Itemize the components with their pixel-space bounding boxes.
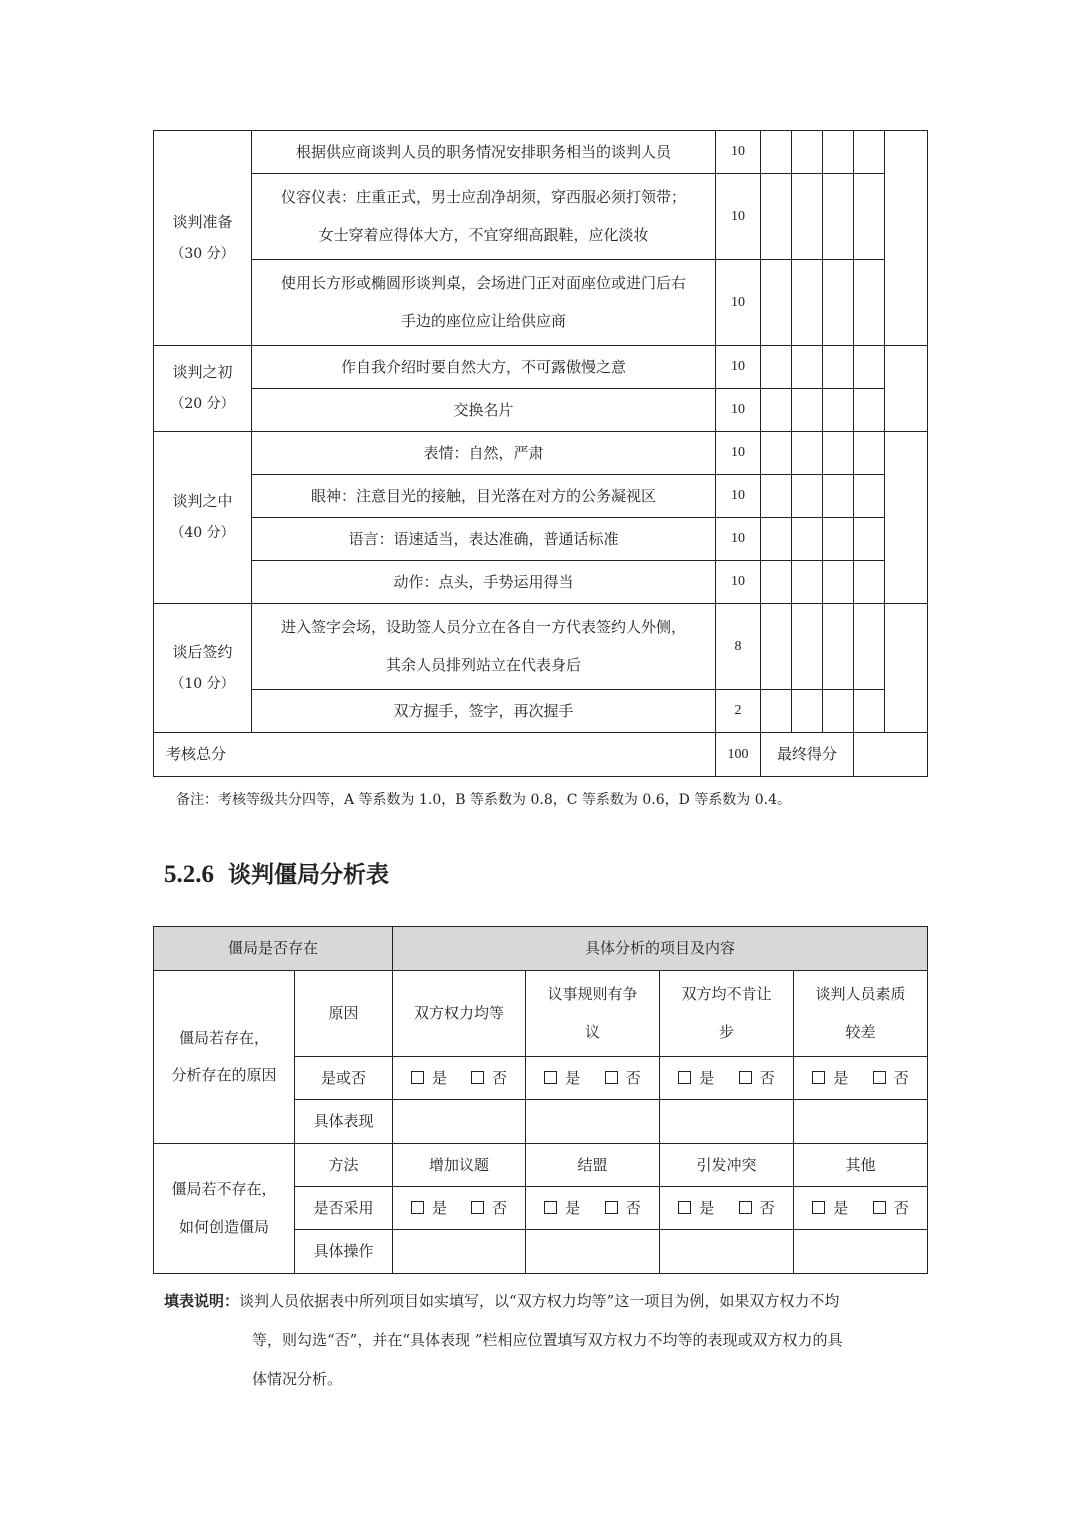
category-cell <box>154 604 252 733</box>
item-cell: 表情：自然，严肃 <box>252 432 716 475</box>
fill-instructions <box>164 1282 924 1399</box>
score-cell: 10 <box>716 346 761 389</box>
score-cell: 10 <box>716 260 761 346</box>
checkbox-icon <box>544 1071 557 1084</box>
grade-cell[interactable] <box>854 346 885 389</box>
category-cell <box>154 346 252 432</box>
score-cell: 10 <box>716 389 761 432</box>
reason-cell <box>393 971 526 1057</box>
grade-cell[interactable] <box>823 475 854 518</box>
checkbox-icon <box>739 1201 752 1214</box>
checkbox-icon <box>812 1201 825 1214</box>
deadlock-analysis-table <box>153 926 928 1274</box>
checkbox-icon <box>471 1201 484 1214</box>
yes-checkbox[interactable]: 是 <box>544 1199 580 1218</box>
no-checkbox[interactable]: 否 <box>471 1069 507 1088</box>
checkbox-icon <box>678 1071 691 1084</box>
grade-cell[interactable] <box>761 690 792 733</box>
total-score: 100 <box>716 733 761 777</box>
final-score-cell[interactable] <box>854 733 928 777</box>
checkbox-icon <box>873 1071 886 1084</box>
yes-checkbox[interactable]: 是 <box>678 1069 714 1088</box>
score-cell: 10 <box>716 131 761 174</box>
item-line: 手边的座位应让给供应商 <box>400 311 566 330</box>
grade-cell[interactable] <box>854 518 885 561</box>
grade-cell[interactable] <box>761 432 792 475</box>
yes-no-cell <box>526 1057 660 1100</box>
instructions-line: 体情况分析。 <box>252 1370 343 1388</box>
category-points: （20 分） <box>170 396 235 413</box>
reason-line: 较差 <box>845 1022 876 1041</box>
yes-checkbox[interactable]: 是 <box>678 1199 714 1218</box>
operation-input-cell[interactable] <box>393 1230 526 1274</box>
category-points: （30 分） <box>170 245 235 262</box>
yes-no-cell <box>794 1187 928 1230</box>
no-checkbox[interactable]: 否 <box>605 1199 641 1218</box>
group-label-line: 僵局若存在， <box>178 1028 269 1047</box>
category-cell <box>154 131 252 346</box>
header-deadlock-exists: 僵局是否存在 <box>154 927 393 971</box>
grade-cell[interactable] <box>761 260 792 346</box>
total-label: 考核总分 <box>154 733 716 777</box>
row-label-method: 方法 <box>295 1144 393 1187</box>
item-cell: 交换名片 <box>252 389 716 432</box>
grade-cell[interactable] <box>823 389 854 432</box>
row-label-detail: 具体表现 <box>295 1100 393 1144</box>
category-cell <box>154 432 252 604</box>
grade-cell[interactable] <box>792 174 823 260</box>
operation-input-cell[interactable] <box>660 1230 794 1274</box>
reason-cell <box>794 971 928 1057</box>
subtotal-cell[interactable] <box>885 346 928 432</box>
subtotal-cell[interactable] <box>885 432 928 604</box>
yes-no-cell <box>660 1057 794 1100</box>
evaluation-table <box>153 130 928 777</box>
grade-cell[interactable] <box>761 346 792 389</box>
reason-line: 双方权力均等 <box>414 1003 505 1022</box>
score-cell: 10 <box>716 561 761 604</box>
instructions-line: 等，则勾选“否”，并在“具体表现 ”栏相应位置填写双方权力不均等的表现或双方权力的具 <box>252 1331 843 1349</box>
item-cell <box>252 174 716 260</box>
reason-cell <box>526 971 660 1057</box>
no-checkbox[interactable]: 否 <box>471 1199 507 1218</box>
checkbox-icon <box>873 1201 886 1214</box>
item-cell: 作自我介绍时要自然大方，不可露傲慢之意 <box>252 346 716 389</box>
no-checkbox[interactable]: 否 <box>739 1199 775 1218</box>
grade-cell[interactable] <box>823 690 854 733</box>
item-line: 其余人员排列站立在代表身后 <box>385 655 581 674</box>
row-label-adopt: 是否采用 <box>295 1187 393 1230</box>
subtotal-cell[interactable] <box>885 131 928 346</box>
score-cell: 10 <box>716 518 761 561</box>
yes-checkbox[interactable]: 是 <box>411 1069 447 1088</box>
item-line: 进入签字会场，设助签人员分立在各自一方代表签约人外侧， <box>280 618 686 636</box>
detail-input-cell[interactable] <box>794 1100 928 1144</box>
category-label: 谈判准备 <box>172 212 233 231</box>
group-label-line: 如何创造僵局 <box>178 1217 269 1236</box>
grade-cell[interactable] <box>792 475 823 518</box>
category-label: 谈判之中 <box>172 492 233 511</box>
yes-checkbox[interactable]: 是 <box>411 1199 447 1218</box>
item-cell: 根据供应商谈判人员的职务情况安排职务相当的谈判人员 <box>252 131 716 174</box>
item-cell: 语言：语速适当，表达准确，普通话标准 <box>252 518 716 561</box>
no-checkbox[interactable]: 否 <box>873 1199 909 1218</box>
score-cell: 10 <box>716 174 761 260</box>
grade-cell[interactable] <box>823 432 854 475</box>
grade-cell[interactable] <box>854 561 885 604</box>
item-line: 使用长方形或椭圆形谈判桌，会场进门正对面座位或进门后右 <box>280 274 686 292</box>
header-analysis-items: 具体分析的项目及内容 <box>393 927 928 971</box>
grade-cell[interactable] <box>823 346 854 389</box>
group-not-exists-label <box>154 1144 295 1274</box>
grade-cell[interactable] <box>854 432 885 475</box>
grade-cell[interactable] <box>823 260 854 346</box>
detail-input-cell[interactable] <box>393 1100 526 1144</box>
grade-cell[interactable] <box>761 131 792 174</box>
checkbox-icon <box>678 1201 691 1214</box>
grade-cell[interactable] <box>854 260 885 346</box>
instructions-line: 谈判人员依据表中所列项目如实填写，以“双方权力均等”这一项目为例，如果双方权力不均 <box>239 1292 840 1310</box>
method-cell: 结盟 <box>526 1144 660 1187</box>
grade-cell[interactable] <box>761 475 792 518</box>
yes-no-cell <box>393 1057 526 1100</box>
category-label: 谈判之初 <box>172 363 233 382</box>
grade-cell[interactable] <box>792 346 823 389</box>
checkbox-icon <box>544 1201 557 1214</box>
yes-checkbox[interactable]: 是 <box>812 1069 848 1088</box>
no-checkbox[interactable]: 否 <box>873 1069 909 1088</box>
category-points: （40 分） <box>170 525 235 542</box>
item-cell: 眼神：注意目光的接触，目光落在对方的公务凝视区 <box>252 475 716 518</box>
instructions-label: 填表说明： <box>164 1292 240 1310</box>
grade-cell[interactable] <box>823 131 854 174</box>
grade-cell[interactable] <box>792 604 823 690</box>
method-cell: 其他 <box>794 1144 928 1187</box>
grade-note: 备注：考核等级共分四等，A 等系数为 1.0，B 等系数为 0.8，C 等系数为 0.6，D 等系数为 0.4。 <box>176 792 791 808</box>
grade-cell[interactable] <box>823 604 854 690</box>
method-cell: 引发冲突 <box>660 1144 794 1187</box>
reason-line: 议事规则有争 <box>547 985 638 1003</box>
detail-input-cell[interactable] <box>660 1100 794 1144</box>
final-score-label: 最终得分 <box>761 733 854 777</box>
grade-cell[interactable] <box>854 174 885 260</box>
section-title: 谈判僵局分析表 <box>228 861 389 888</box>
section-number: 5.2.6 <box>164 861 214 888</box>
operation-input-cell[interactable] <box>526 1230 660 1274</box>
grade-cell[interactable] <box>761 561 792 604</box>
item-cell: 双方握手，签字，再次握手 <box>252 690 716 733</box>
grade-cell[interactable] <box>761 389 792 432</box>
yes-no-cell <box>794 1057 928 1100</box>
grade-cell[interactable] <box>854 475 885 518</box>
grade-cell[interactable] <box>854 389 885 432</box>
grade-cell[interactable] <box>823 561 854 604</box>
score-cell: 10 <box>716 475 761 518</box>
reason-line: 双方均不肯让 <box>681 985 772 1003</box>
method-cell: 增加议题 <box>393 1144 526 1187</box>
grade-cell[interactable] <box>792 131 823 174</box>
grade-cell[interactable] <box>761 518 792 561</box>
checkbox-icon <box>411 1071 424 1084</box>
category-label: 谈后签约 <box>172 642 233 661</box>
group-label-line: 僵局若不存在， <box>171 1180 277 1198</box>
no-checkbox[interactable]: 否 <box>605 1069 641 1088</box>
grade-cell[interactable] <box>792 389 823 432</box>
item-line: 仪容仪表：庄重正式，男士应刮净胡须，穿西服必须打领带； <box>280 188 686 206</box>
grade-cell[interactable] <box>761 604 792 690</box>
grade-cell[interactable] <box>823 174 854 260</box>
group-exists-label <box>154 971 295 1144</box>
checkbox-icon <box>605 1071 618 1084</box>
grade-cell[interactable] <box>854 604 885 690</box>
row-label-reason: 原因 <box>295 971 393 1057</box>
yes-no-cell <box>526 1187 660 1230</box>
item-cell <box>252 604 716 690</box>
no-checkbox[interactable]: 否 <box>739 1069 775 1088</box>
reason-line: 步 <box>719 1022 735 1041</box>
checkbox-icon <box>471 1071 484 1084</box>
score-cell: 8 <box>716 604 761 690</box>
yes-checkbox[interactable]: 是 <box>544 1069 580 1088</box>
detail-input-cell[interactable] <box>526 1100 660 1144</box>
checkbox-icon <box>739 1071 752 1084</box>
section-heading <box>164 856 389 889</box>
checkbox-icon <box>605 1201 618 1214</box>
grade-cell[interactable] <box>792 260 823 346</box>
yes-checkbox[interactable]: 是 <box>812 1199 848 1218</box>
grade-cell[interactable] <box>792 518 823 561</box>
grade-cell[interactable] <box>854 690 885 733</box>
row-label-yes-no: 是或否 <box>295 1057 393 1100</box>
item-cell: 动作：点头，手势运用得当 <box>252 561 716 604</box>
row-label-operation: 具体操作 <box>295 1230 393 1274</box>
grade-cell[interactable] <box>823 518 854 561</box>
grade-cell[interactable] <box>854 131 885 174</box>
yes-no-cell <box>393 1187 526 1230</box>
item-cell <box>252 260 716 346</box>
grade-cell[interactable] <box>792 690 823 733</box>
yes-no-cell <box>660 1187 794 1230</box>
grade-cell[interactable] <box>792 561 823 604</box>
category-points: （10 分） <box>170 675 235 692</box>
item-line: 女士穿着应得体大方，不宜穿细高跟鞋，应化淡妆 <box>318 225 649 244</box>
reason-cell <box>660 971 794 1057</box>
group-label-line: 分析存在的原因 <box>171 1066 277 1084</box>
reason-line: 议 <box>585 1022 601 1041</box>
checkbox-icon <box>411 1201 424 1214</box>
grade-cell[interactable] <box>761 174 792 260</box>
reason-line: 谈判人员素质 <box>815 985 906 1003</box>
score-cell: 10 <box>716 432 761 475</box>
score-cell: 2 <box>716 690 761 733</box>
subtotal-cell[interactable] <box>885 604 928 733</box>
grade-cell[interactable] <box>792 432 823 475</box>
operation-input-cell[interactable] <box>794 1230 928 1274</box>
checkbox-icon <box>812 1071 825 1084</box>
